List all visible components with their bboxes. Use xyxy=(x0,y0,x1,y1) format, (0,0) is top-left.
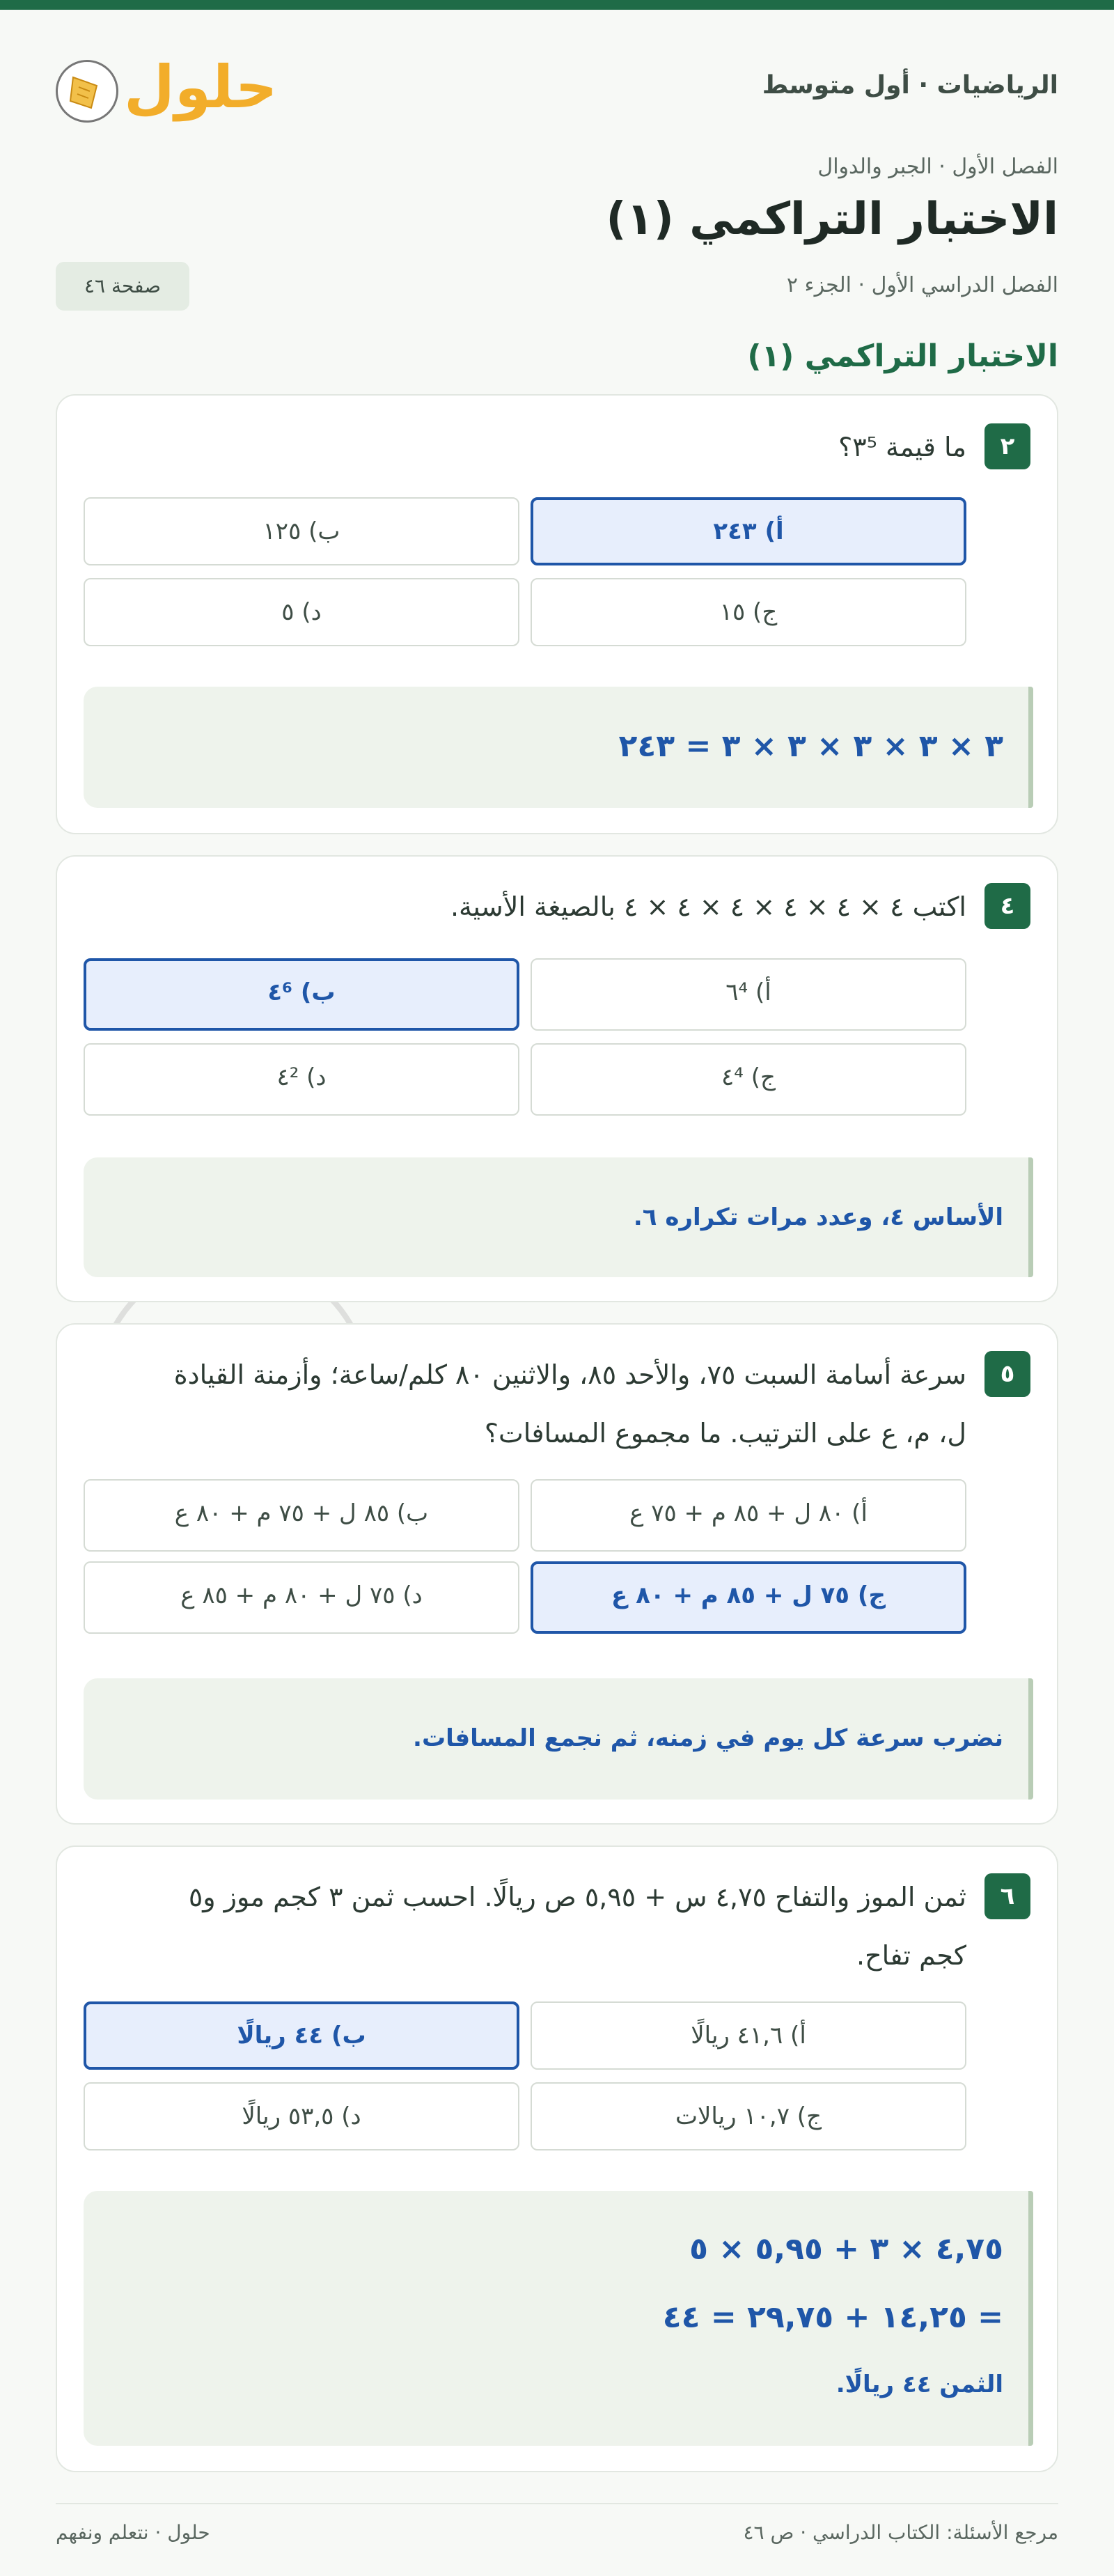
option-c[interactable]: ج) ٧٥ ل + ٨٥ م + ٨٠ ع xyxy=(531,1561,966,1634)
option-c[interactable]: ج) ١٠,٧ ريالات xyxy=(531,2082,966,2150)
footer-divider xyxy=(56,2503,1058,2504)
question-number-badge: ٢ xyxy=(984,423,1030,469)
question-number-badge: ٥ xyxy=(984,1351,1030,1397)
explanation-box xyxy=(84,2191,1033,2446)
option-a[interactable]: أ) ٤١,٦ ريالًا xyxy=(531,2001,966,2070)
footer-tagline: حلول · نتعلم ونفهم xyxy=(56,2521,210,2544)
logo-emblem-icon xyxy=(56,60,118,123)
option-a[interactable]: أ) ٦⁴ xyxy=(531,958,966,1031)
question-number-badge: ٦ xyxy=(984,1873,1030,1919)
option-d[interactable]: د) ٤² xyxy=(84,1043,519,1116)
page-title: الاختبار التراكمي (١) xyxy=(606,194,1058,245)
explanation-line: نضرب سرعة كل يوم في زمنه، ثم نجمع المسافات. xyxy=(413,1724,1003,1752)
semester-meta: الفصل الدراسي الأول · الجزء ٢ xyxy=(786,273,1058,297)
subject-label: الرياضيات · أول متوسط xyxy=(762,71,1058,100)
option-a[interactable]: أ) ٢٤٣ xyxy=(531,497,966,565)
question-card-4 xyxy=(56,855,1058,1302)
explanation-line-1: ٤,٧٥ × ٣ + ٥,٩٥ × ٥ xyxy=(689,2231,1003,2267)
question-text: ما قيمة ٣⁵؟ xyxy=(838,432,966,462)
explanation-line-2: = ١٤,٢٥ + ٢٩,٧٥ = ٤٤ xyxy=(662,2300,1003,2335)
explanation-box xyxy=(84,1157,1033,1277)
section-title: الاختبار التراكمي (١) xyxy=(747,338,1058,374)
option-d[interactable]: د) ٧٥ ل + ٨٠ م + ٨٥ ع xyxy=(84,1561,519,1634)
question-text-line-1: ثمن الموز والتفاح ٤,٧٥ س + ٥,٩٥ ص ريالًا. احسب ثمن ٣ كجم موز و٥ xyxy=(188,1882,966,1912)
option-d[interactable]: د) ٥ xyxy=(84,578,519,646)
question-text-line-2: ل، م، ع على الترتيب. ما مجموع المسافات؟ xyxy=(484,1418,966,1449)
page-number-badge: صفحة ٤٦ xyxy=(56,262,189,311)
brand-logo[interactable] xyxy=(56,53,278,132)
question-card-6 xyxy=(56,1845,1058,2472)
option-c[interactable]: ج) ١٥ xyxy=(531,578,966,646)
page-header xyxy=(56,42,1058,125)
question-card-2 xyxy=(56,394,1058,834)
logo-wordmark: حلول xyxy=(124,53,278,121)
question-number-badge: ٤ xyxy=(984,883,1030,929)
footer-reference: مرجع الأسئلة: الكتاب الدراسي · ص ٤٦ xyxy=(743,2521,1058,2544)
explanation-line: الأساس ٤، وعدد مرات تكراره ٦. xyxy=(633,1203,1003,1231)
explanation-line: ٣ × ٣ × ٣ × ٣ × ٣ = ٢٤٣ xyxy=(618,728,1003,764)
option-b[interactable]: ب) ٤٤ ريالًا xyxy=(84,2001,519,2070)
option-d[interactable]: د) ٥٣,٥ ريالًا xyxy=(84,2082,519,2150)
question-text-line-2: كجم تفاح. xyxy=(856,1940,966,1971)
explanation-box xyxy=(84,1678,1033,1800)
explanation-line-3: الثمن ٤٤ ريالًا. xyxy=(836,2371,1003,2398)
option-b[interactable]: ب) ٨٥ ل + ٧٥ م + ٨٠ ع xyxy=(84,1479,519,1552)
option-a[interactable]: أ) ٨٠ ل + ٨٥ م + ٧٥ ع xyxy=(531,1479,966,1552)
explanation-box xyxy=(84,687,1033,808)
top-accent-bar xyxy=(0,0,1114,10)
question-text: اكتب ٤ × ٤ × ٤ × ٤ × ٤ × ٤ بالصيغة الأسية. xyxy=(450,891,966,922)
option-b[interactable]: ب) ١٢٥ xyxy=(84,497,519,565)
question-card-5 xyxy=(56,1323,1058,1825)
breadcrumb: الفصل الأول · الجبر والدوال xyxy=(817,155,1058,179)
option-b[interactable]: ب) ٤⁶ xyxy=(84,958,519,1031)
question-text-line-1: سرعة أسامة السبت ٧٥، والأحد ٨٥، والاثنين ٨٠ كلم/ساعة؛ وأزمنة القيادة xyxy=(173,1359,966,1390)
option-c[interactable]: ج) ٤⁴ xyxy=(531,1043,966,1116)
